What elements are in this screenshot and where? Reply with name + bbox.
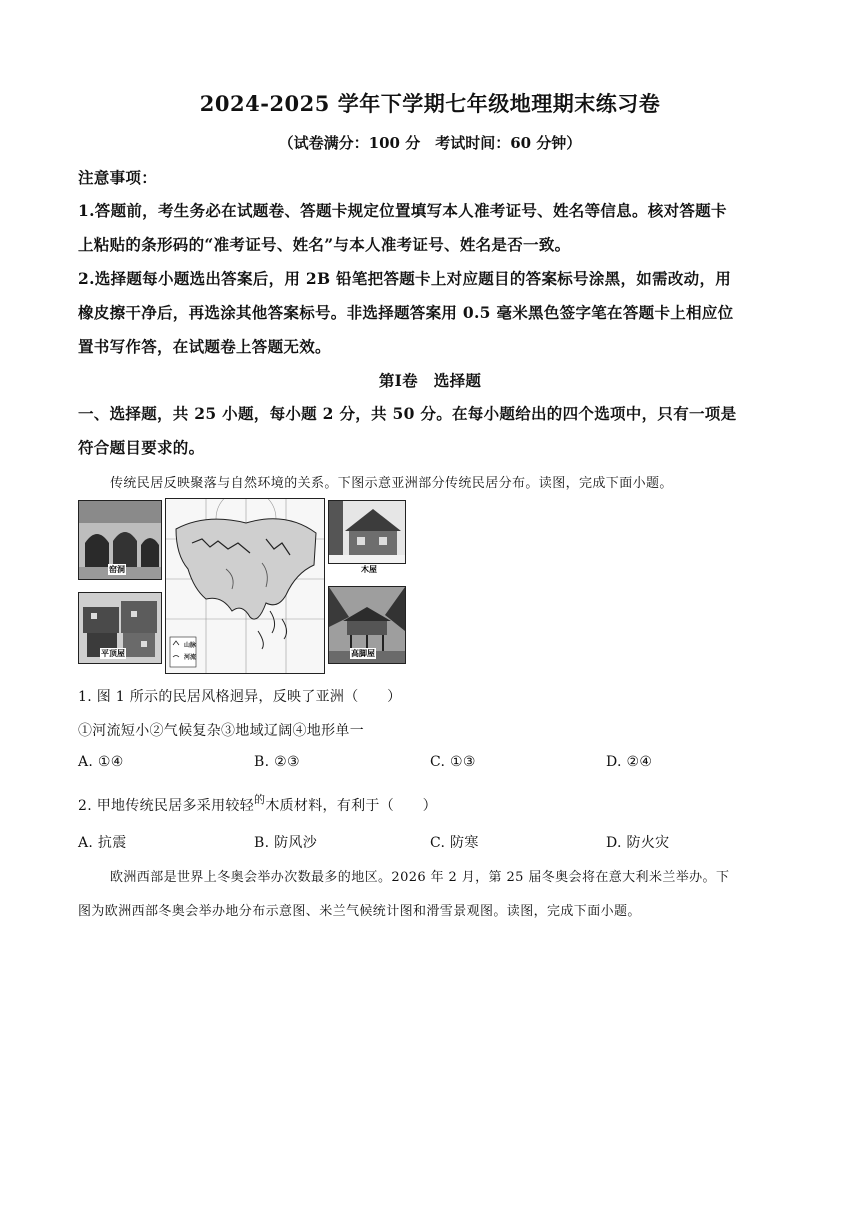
q2-stem — [78, 795, 437, 815]
wooden-house-photo — [328, 500, 406, 564]
notice-item1-line1: 1.答题前，考生务必在试题卷、答题卡规定位置填写本人准考证号、姓名等信息。核对答题卡 — [78, 201, 727, 220]
caption-stilt-house: 高脚屋 — [351, 648, 375, 658]
section-title: 第Ⅰ卷 选择题 — [378, 371, 482, 390]
passage-2-line1: 欧洲西部是世界上冬奥会举办次数最多的地区。2026 年 2 月，第 25 届冬奥会将在意大利米兰举办。下 — [110, 870, 730, 885]
q1-option-a[interactable]: A. ①④ — [78, 754, 124, 770]
legend-mountain: 山脉 — [184, 642, 197, 649]
q2-option-c[interactable]: C. 防寒 — [430, 835, 479, 851]
passage-2-line2: 图为欧洲西部冬奥会举办地分布示意图、米兰气候统计图和滑雪景观图。读图，完成下面小题。 — [78, 904, 641, 919]
exam-title: 2024-2025 学年下学期七年级地理期末练习卷 — [199, 91, 661, 116]
notice-item2-line3: 置书写作答，在试题卷上答题无效。 — [78, 337, 331, 356]
q2-stem-superscript: 的 — [254, 793, 266, 806]
q1-option-b[interactable]: B. ②③ — [254, 754, 300, 770]
notice-heading: 注意事项： — [78, 168, 158, 187]
asia-map — [165, 498, 325, 674]
q2-option-b[interactable]: B. 防风沙 — [254, 835, 317, 851]
figure-asia-dwellings — [78, 498, 404, 672]
q1-stem: 1. 图 1 所示的民居风格迥异，反映了亚洲（ ） — [78, 689, 402, 705]
q2-option-a[interactable]: A. 抗震 — [78, 835, 127, 851]
legend-river: 河流 — [184, 654, 197, 661]
q2-option-d[interactable]: D. 防火灾 — [606, 835, 670, 851]
q2-stem-part-a: 2. 甲地传统民居多采用较轻 — [78, 798, 255, 814]
caption-cave-dwelling: 窑洞 — [109, 564, 125, 574]
notice-item1-line2: 上粘贴的条形码的“准考证号、姓名”与本人准考证号、姓名是否一致。 — [78, 235, 571, 254]
q1-statements: ①河流短小②气候复杂③地域辽阔④地形单一 — [78, 723, 364, 739]
exam-subtitle: （试卷满分：100 分 考试时间：60 分钟） — [278, 134, 582, 152]
section-intro-line2: 符合题目要求的。 — [78, 438, 205, 457]
notice-item2-line1: 2.选择题每小题选出答案后，用 2B 铅笔把答题卡上对应题目的答案标号涂黑，如需改动，用 — [78, 269, 732, 288]
passage-1: 传统民居反映聚落与自然环境的关系。下图示意亚洲部分传统民居分布。读图，完成下面小题。 — [110, 476, 673, 491]
notice-item2-line2: 橡皮擦干净后，再选涂其他答案标号。非选择题答案用 0.5 毫米黑色签字笔在答题卡上相应位 — [78, 303, 734, 322]
caption-flat-roof-house: 平顶屋 — [101, 648, 125, 658]
q1-option-d[interactable]: D. ②④ — [606, 754, 653, 770]
q1-option-c[interactable]: C. ①③ — [430, 754, 476, 770]
q2-stem-part-b: 木质材料，有利于（ ） — [265, 798, 437, 814]
section-intro-line1: 一、选择题，共 25 小题，每小题 2 分，共 50 分。在每小题给出的四个选项中，只有一项是 — [78, 404, 737, 423]
caption-wooden-house: 木屋 — [361, 564, 377, 574]
